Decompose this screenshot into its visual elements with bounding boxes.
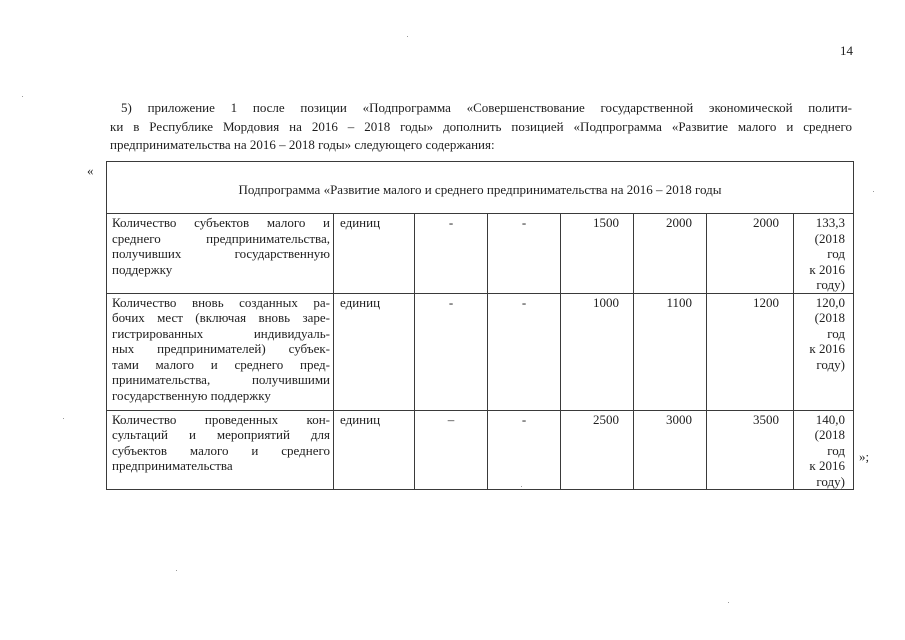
value-cell: 1500 — [561, 214, 634, 294]
value-cell: 2500 — [561, 410, 634, 490]
intro-line: предпринимательства на 2016 – 2018 годы» следующего содержания: — [110, 137, 495, 152]
indicator-name-line: Количество проведенных кон- — [112, 411, 330, 427]
result-line: году) — [816, 356, 845, 372]
closing-quote-mark: »; — [859, 449, 870, 464]
result-line: 140,0 — [815, 411, 845, 427]
value-cell: 3000 — [634, 410, 707, 490]
result-line: (2018 год — [814, 230, 845, 261]
indicator-name-cell — [107, 293, 334, 410]
indicator-name-line: бочих мест (включая вновь заре- — [112, 310, 330, 325]
result-cell — [794, 410, 854, 490]
result-line: к 2016 — [809, 341, 845, 356]
indicator-name-line: сультаций и мероприятий для — [112, 427, 330, 442]
result-line: (2018 год — [814, 310, 845, 341]
scan-speck — [873, 191, 874, 192]
indicator-name-line: поддержку — [112, 261, 173, 277]
unit-cell: единиц — [334, 410, 415, 490]
indicator-name-cell — [107, 214, 334, 294]
value-cell: - — [488, 214, 561, 294]
scan-speck — [22, 96, 23, 97]
value-cell: 3500 — [707, 410, 794, 490]
intro-line: ки в Республике Мордовия на 2016 – 2018 годы» дополнить позицией «Подпрограмма «Развитие малого и среднего — [110, 118, 852, 134]
result-cell — [794, 293, 854, 410]
indicator-name-line: государственную поддержку — [112, 387, 271, 403]
scan-speck — [728, 602, 729, 603]
result-line: к 2016 — [809, 261, 845, 277]
subprogram-title-cell: Подпрограмма «Развитие малого и среднего предпринимательства на 2016 – 2018 годы — [107, 162, 854, 214]
indicator-name-line: предпринимательства — [112, 458, 233, 473]
result-line: (2018 год — [814, 427, 845, 458]
indicator-name-line: субъектов малого и среднего — [112, 442, 330, 458]
indicator-name-line: тами малого и среднего пред- — [112, 356, 330, 372]
indicator-name-line: гистрированных индивидуаль- — [112, 325, 330, 341]
table-row — [107, 410, 854, 490]
value-cell: - — [415, 214, 488, 294]
indicator-name-line: Количество субъектов малого и — [112, 215, 330, 230]
scan-speck — [176, 570, 177, 571]
indicator-name-line: ных предпринимателей) субъек- — [112, 341, 330, 356]
value-cell: 1000 — [561, 293, 634, 410]
unit-cell: единиц — [334, 214, 415, 294]
intro-line: 5) приложение 1 после позиции «Подпрограмма «Совершенствование государственной экономической полити- — [121, 100, 852, 115]
indicator-name-line: среднего предпринимательства, — [112, 230, 330, 246]
unit-cell: единиц — [334, 293, 415, 410]
indicator-name-line: принимательства, получившими — [112, 372, 330, 387]
table-row — [107, 214, 854, 294]
scan-speck — [521, 486, 522, 487]
value-cell: – — [415, 410, 488, 490]
scan-speck — [407, 36, 408, 37]
result-line: году) — [816, 473, 845, 489]
value-cell: - — [488, 410, 561, 490]
page-number: 14 — [840, 43, 853, 58]
value-cell: 2000 — [634, 214, 707, 294]
value-cell: 1200 — [707, 293, 794, 410]
table-header-row — [107, 162, 854, 214]
result-line: 133,3 — [815, 215, 845, 230]
scan-speck — [63, 418, 64, 419]
intro-paragraph — [110, 99, 852, 155]
value-cell: 1100 — [634, 293, 707, 410]
opening-quote-mark: « — [87, 163, 94, 178]
value-cell: - — [415, 293, 488, 410]
result-line: к 2016 — [809, 458, 845, 473]
indicator-name-cell — [107, 410, 334, 490]
result-cell — [794, 214, 854, 294]
indicator-name-line: получивших государственную — [112, 246, 330, 261]
value-cell: 2000 — [707, 214, 794, 294]
subprogram-indicators-table — [106, 161, 854, 490]
value-cell: - — [488, 293, 561, 410]
result-line: 120,0 — [815, 294, 845, 310]
table-row — [107, 293, 854, 410]
result-line: году) — [816, 277, 845, 292]
indicator-name-line: Количество вновь созданных ра- — [112, 294, 330, 310]
